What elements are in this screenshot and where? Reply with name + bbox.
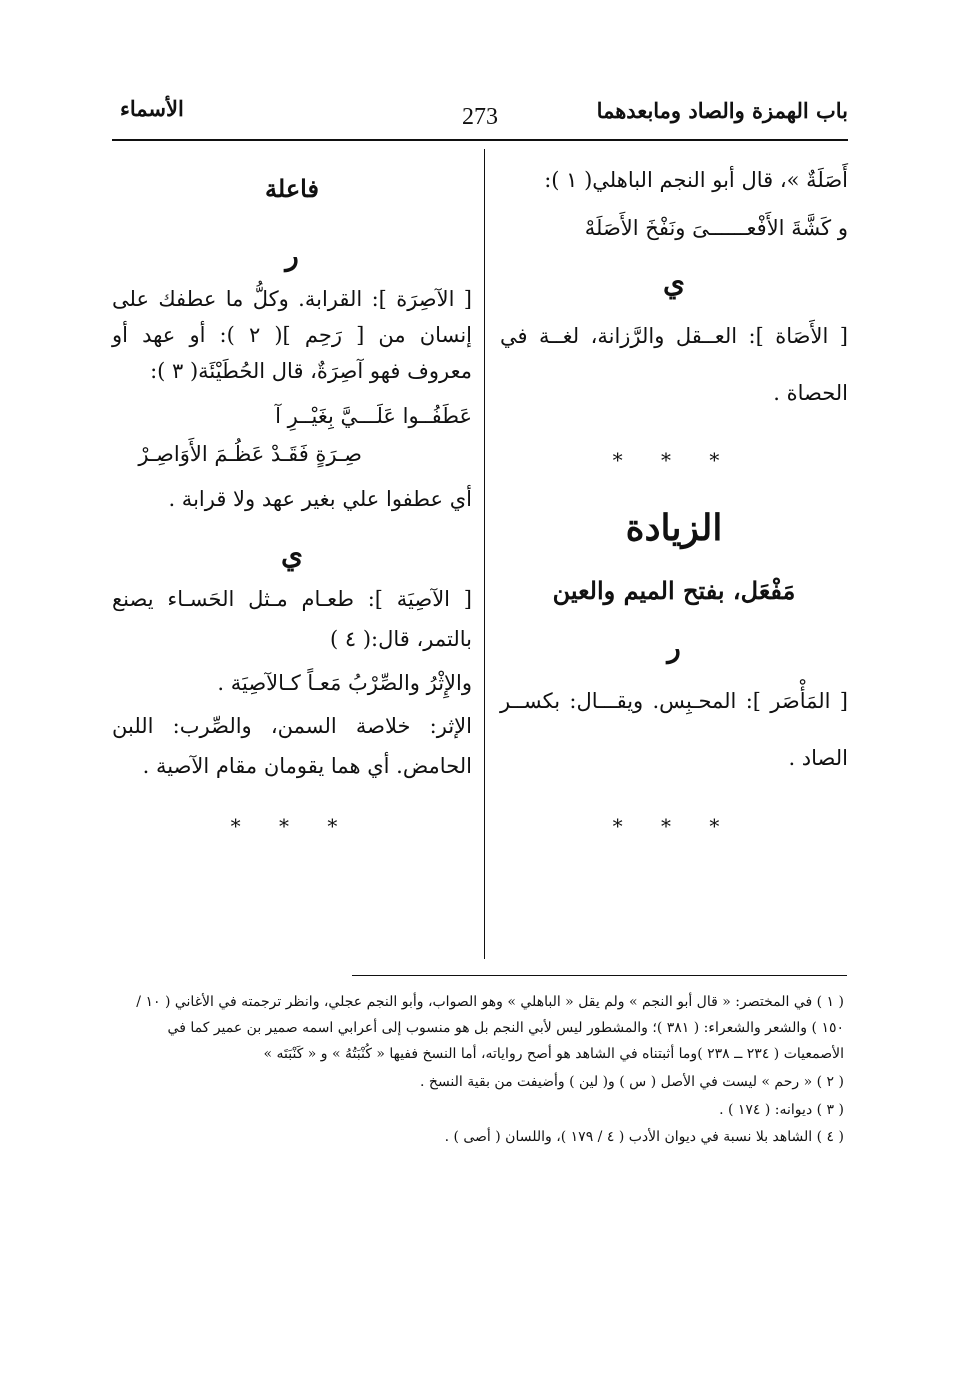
header-rule <box>112 139 848 141</box>
footnote: ( ٢ ) « رحم » ليست في الأصل ( س ) و( لين ) وأضيفت من بقية النسخ . <box>420 1073 844 1090</box>
verse: و كَشَّةَ الأَفْعــــــىَ ونَفْخَ الأَصَلَهْ <box>584 215 848 240</box>
running-header-section: الأسماء <box>120 96 184 121</box>
letter-heading: ر <box>285 239 299 272</box>
running-header-chapter: باب الهمزة والصاد ومابعدهما <box>596 98 848 123</box>
footnote-rule <box>352 975 847 976</box>
footnote: ( ١ ) في المختصر: « قال أبو النجم » ولم يقل « الباهلي » وهو الصواب، وأبو النجم عجلي، وانظر ترجمته في الأغاني ( ١٠ / ١٥٠ ) والشعر والشعراء: ( ٣٨١ )؛ والمشطور ليس لأبي النجم بل هو منسوب إلى أعرابي اسمه صمير بن عمير كما في الأصمعيات ( ٢٣٤ ــ ٢٣٨ )وما أثبتناه في الشاهد هو أصح رواياته، أما النسخ ففيها « كُنْبَتُهُ » و « كَنْبَتَه » <box>136 994 844 1062</box>
pattern-heading: مَفْعَل، بفتح الميم والعين <box>552 576 796 606</box>
entry: [ الآصِرَة ]: القرابة. وكلُّ ما عطفك على إنسان من [ رَحِم ]( ٢ ): أو عهد أو معروف فهو آصِرَةٌ، قال الحُطَيْئَة( ٣ ): <box>112 287 472 384</box>
entry: [ المَأْصَر ]: المحـبِس. ويقـــال: بكســر الصاد . <box>500 689 848 771</box>
letter-heading: ر <box>667 631 681 665</box>
footnote: ( ٤ ) الشاهد بلا نسبة في ديوان الأدب ( ٤ / ١٧٩ )، واللسان ( أصى ) . <box>444 1129 844 1146</box>
verse-line: عَطَفُــوا عَلَـــيَّ بِغَيْــرِ آ <box>275 404 472 429</box>
explanation: أي عطفوا علي بغير عهد ولا قرابة . <box>168 487 472 512</box>
pattern-heading: فاعلة <box>265 174 319 203</box>
right-column <box>500 165 848 867</box>
section-title: الزيادة <box>625 507 723 550</box>
verse-line: صِـرَةٍ فَقَـدْ عَظُـمَ الأَوَاصِـرْ <box>138 441 362 466</box>
explanation: الإثر: خلاصة السمن، والصِّرب: اللبن الحامض. أي هما يقومان مقام الآصية . <box>112 714 472 778</box>
verse: والإِثْرُ والصِّرْبُ مَعـاً كـالآصِيَة . <box>217 670 472 695</box>
letter-heading: ي <box>663 266 685 299</box>
section-separator: * * * <box>612 448 736 473</box>
left-column <box>112 165 472 867</box>
entry: [ الأَصَاة ]: العــقل والرَّزانة، لغــة في الحصاة . <box>500 324 848 405</box>
page-number: 273 <box>462 104 498 130</box>
footnote: ( ٣ ) ديوانه: ( ١٧٤ ) . <box>719 1101 844 1118</box>
section-separator: * * * <box>612 813 736 838</box>
column-divider <box>484 149 485 959</box>
letter-heading: ي <box>281 537 303 571</box>
text-line: أَصَلَةٌ »، قال أبو النجم الباهلي( ١ ): <box>544 168 848 192</box>
footnotes <box>114 990 844 1153</box>
entry: [ الآصِيَة ]: طعـام مـثل الحَسـاء يصنع بالتمر، قال:( ٤ ) <box>112 586 472 651</box>
section-separator: * * * <box>230 813 354 838</box>
